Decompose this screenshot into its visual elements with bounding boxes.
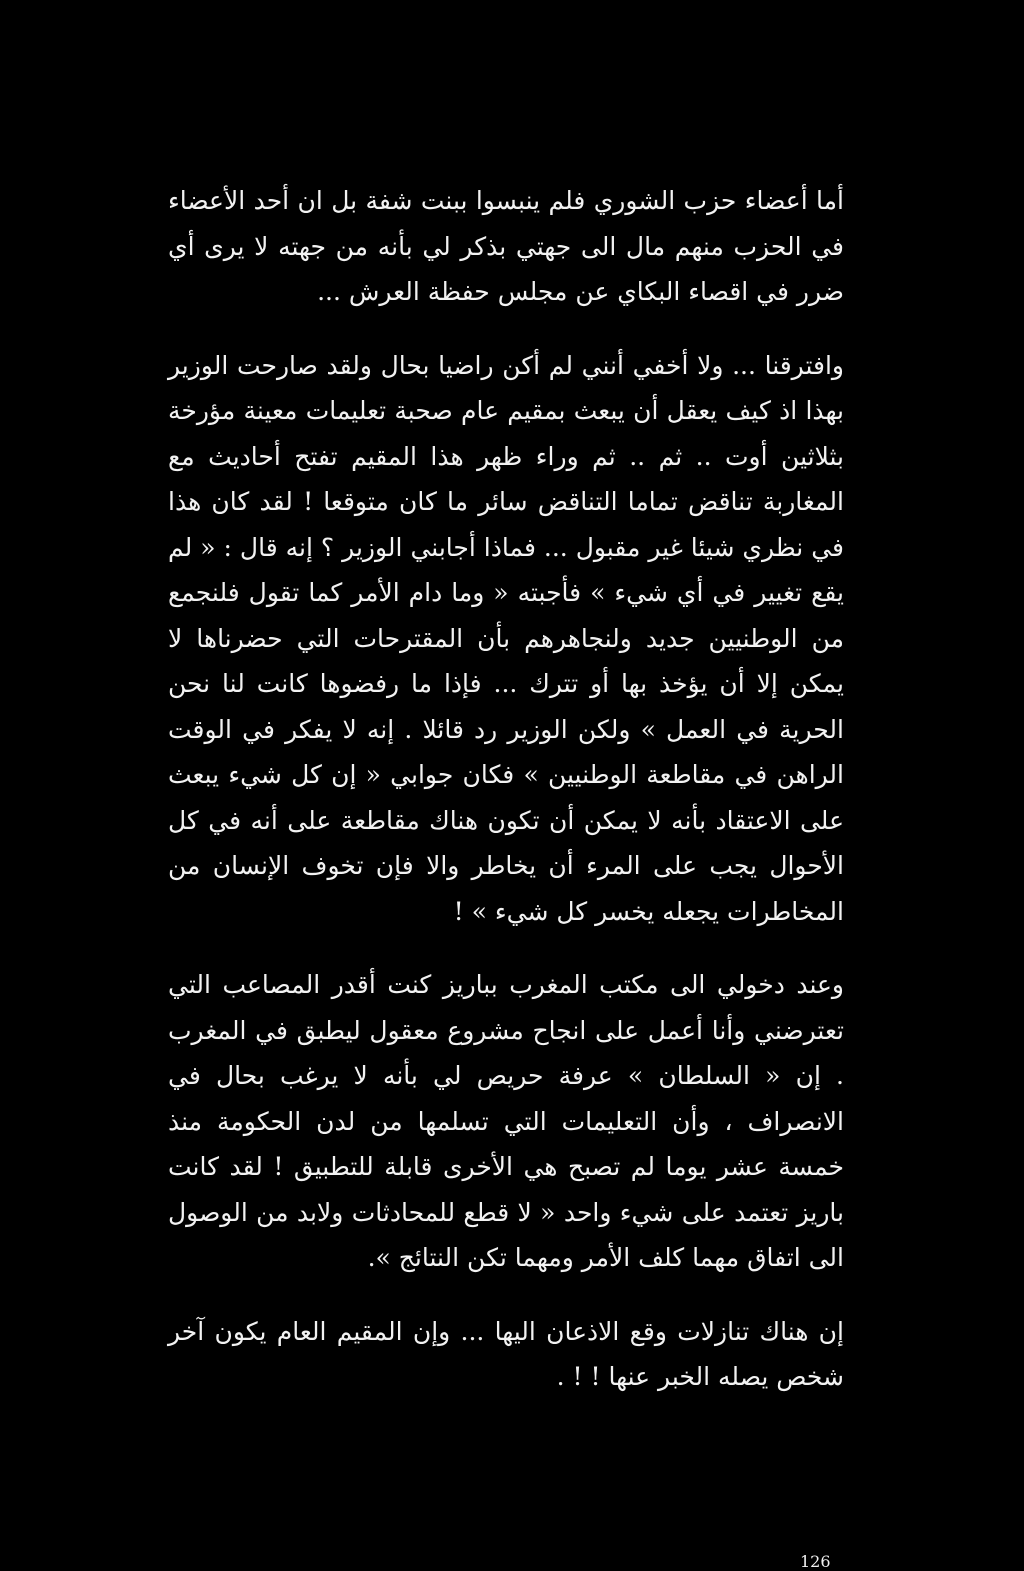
paragraph-4: إن هناك تنازلات وقع الاذعان اليها ... وإن المقيم العام يكون آخر شخص يصله الخبر عنها ! ! . <box>168 1316 844 1391</box>
paragraph-3: وعند دخولي الى مكتب المغرب بباريز كنت أقدر المصاعب التي تعترضني وأنا أعمل على انجاح مشروع معقول ليطبق في المغرب . إن « السلطان » عرفة حريص لي بأنه لا يرغب بحال في الانصراف ، وأن التعليمات التي تسلمها من لدن الحكومة منذ خمسة عشر يوما لم تصبح هي الأخرى قابلة للتطبيق ! لقد كانت باريز تعتمد على شيء واحد « لا قطع للمحادثات ولابد من الوصول الى اتفاق مهما كلف الأمر ومهما تكن النتائج ». <box>168 970 844 1272</box>
page-body <box>168 178 844 1400</box>
paragraph-1: أما أعضاء حزب الشوري فلم ينبسوا ببنت شفة بل ان أحد الأعضاء في الحزب منهم مال الى جهتي بذكر لي بأنه من جهته لا يرى أي ضرر في اقصاء البكاي عن مجلس حفظة العرش ... <box>168 186 844 306</box>
page-number: 126 <box>800 1552 831 1571</box>
paragraph-2: وافترقنا ... ولا أخفي أنني لم أكن راضيا بحال ولقد صارحت الوزير بهذا اذ كيف يعقل أن يبعث بمقيم عام صحبة تعليمات معينة مؤرخة بثلاثين أوت .. ثم .. ثم وراء ظهر هذا المقيم تفتح أحاديث مع المغاربة تناقض تماما التناقض سائر ما كان متوقعا ! لقد كان هذا في نظري شيئا غير مقبول ... فماذا أجابني الوزير ؟ إنه قال : « لم يقع تغيير في أي شيء » فأجبته « وما دام الأمر كما تقول فلنجمع من الوطنيين جديد ولنجاهرهم بأن المقترحات التي حضرناها لا يمكن إلا أن يؤخذ بها أو تترك ... فإذا ما رفضوها كانت لنا نحن الحرية في العمل » ولكن الوزير رد قائلا . إنه لا يفكر في الوقت الراهن في مقاطعة الوطنيين » فكان جوابي « إن كل شيء يبعث على الاعتقاد بأنه لا يمكن أن تكون هناك مقاطعة على أنه في كل الأحوال يجب على المرء أن يخاطر والا فإن تخوف الإنسان من المخاطرات يجعله يخسر كل شيء » ! <box>168 350 844 926</box>
